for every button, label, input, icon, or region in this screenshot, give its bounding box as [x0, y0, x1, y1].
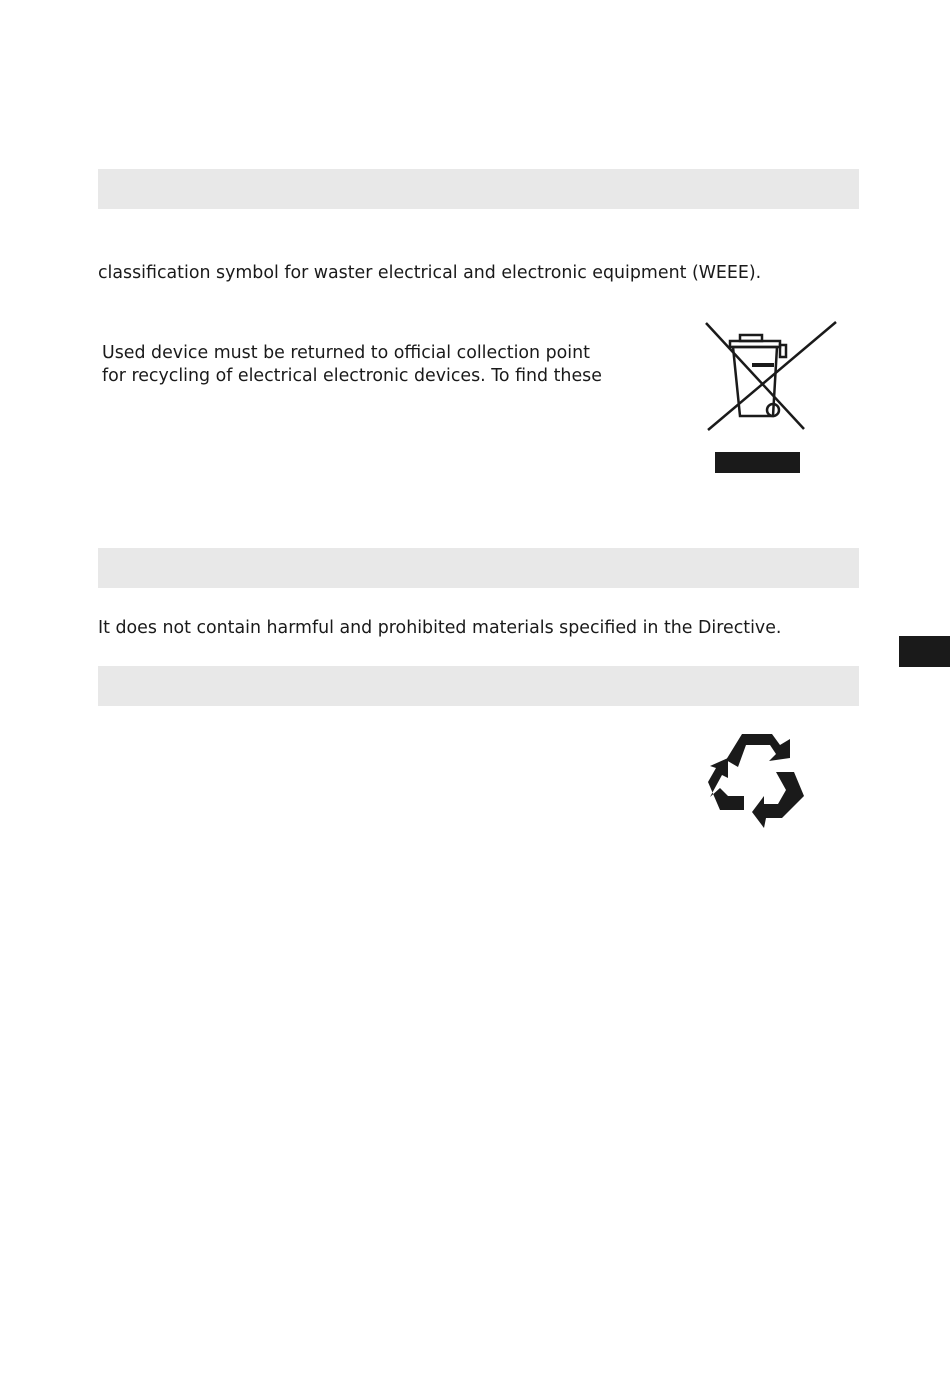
- weee-intro-text: classification symbol for waster electrical and electronic equipment (WEEE).: [98, 263, 762, 283]
- side-language-tab: [899, 636, 950, 667]
- packaging-section-header-band: [98, 666, 859, 706]
- crossed-out-wheelie-bin-icon: [700, 318, 840, 478]
- recycle-icon: [706, 730, 808, 830]
- weee-section-header-band: [98, 169, 859, 209]
- rohs-section-header-band: [98, 548, 859, 588]
- weee-disposal-line-2: for recycling of electrical electronic devices. To find these: [102, 366, 602, 386]
- weee-disposal-line-1: Used device must be returned to official collection point: [102, 343, 590, 363]
- weee-disposal-paragraph: [102, 342, 602, 388]
- rohs-statement-text: It does not contain harmful and prohibited materials specified in the Directive.: [98, 618, 782, 638]
